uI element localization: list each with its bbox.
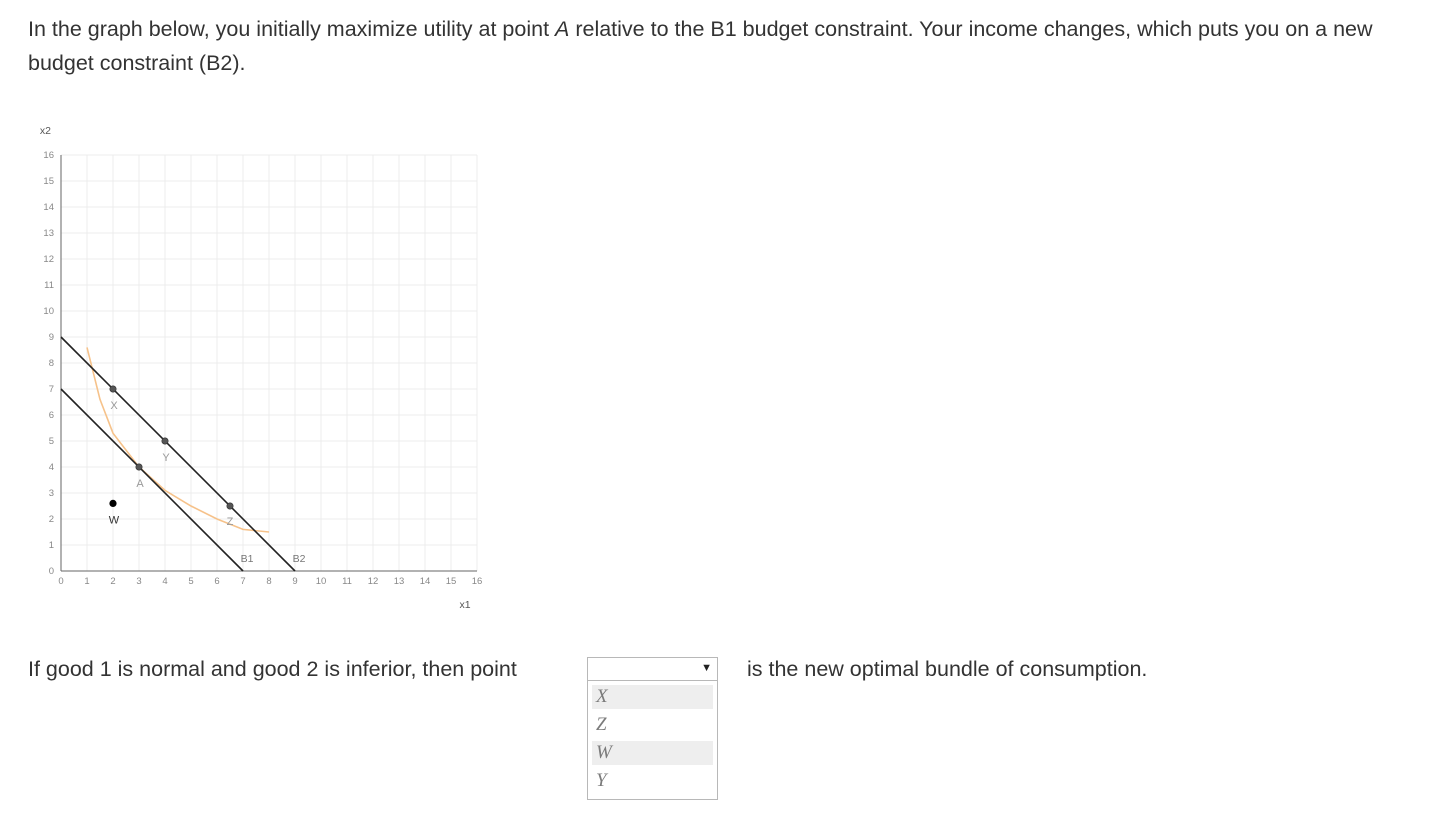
y-axis-label: x2 [39,125,51,137]
x-tick-label: 5 [188,576,194,587]
point-w-marker [109,500,116,507]
dropdown-option-w[interactable]: W [592,741,713,765]
x-tick-label: 3 [136,576,142,587]
point-a-marker [136,464,142,470]
point-x-label: X [110,400,118,412]
x-tick-label: 10 [315,576,327,587]
x-tick-label: 1 [84,576,90,587]
caret-down-icon: ▼ [701,662,712,674]
y-tick-label: 7 [48,384,54,395]
budget-label-b1: B1 [240,553,254,565]
point-z-marker [227,503,233,509]
y-tick-label: 1 [48,540,54,551]
y-tick-label: 2 [48,514,54,525]
point-w-label: W [108,514,120,527]
point-x-marker [110,386,116,392]
x-tick-label: 12 [367,576,379,587]
y-tick-label: 13 [43,228,54,239]
intro-text-2: relative to the B1 budget constraint. Your income changes, which puts you on a new budget constraint (B2). [28,17,1373,75]
point-y-label: Y [162,452,170,464]
intro-point-label: A [555,17,570,41]
bundle-points [109,386,234,528]
dropdown-option-x[interactable]: X [592,685,713,709]
x-tick-label: 0 [58,576,64,587]
x-tick-label: 11 [342,576,352,587]
grid [61,155,477,571]
x-tick-label: 9 [292,576,298,587]
point-y-marker [162,438,168,444]
question-intro [28,12,1423,80]
prompt-text-after: is the new optimal bundle of consumption. [747,657,1148,681]
dropdown-option-y[interactable]: Y [596,770,607,791]
point-select-dropdown[interactable] [587,657,718,681]
question-prompt [28,652,1428,688]
x-tick-label: 14 [419,576,431,587]
y-tick-label: 16 [43,150,54,161]
x-tick-label: 4 [162,576,168,587]
y-tick-label: 4 [48,462,54,473]
x-tick-label: 6 [214,576,220,587]
budget-line-b2 [61,337,295,571]
point-z-label: Z [226,516,234,528]
y-tick-label: 3 [48,488,54,499]
dropdown-option-z[interactable]: Z [596,714,607,735]
y-tick-label: 6 [48,410,54,421]
x-tick-label: 13 [393,576,405,587]
y-tick-label: 5 [48,436,54,447]
y-tick-label: 0 [48,566,54,577]
indifference-curve-graph [30,118,490,618]
y-tick-label: 14 [43,202,54,213]
prompt-text-before: If good 1 is normal and good 2 is inferior, then point [28,657,517,681]
x-tick-label: 7 [240,576,246,587]
y-tick-label: 15 [43,176,54,187]
x-tick-label: 2 [110,576,116,587]
y-tick-label: 12 [43,254,54,265]
dropdown-options-list [587,681,718,800]
x-tick-label: 8 [266,576,272,587]
y-tick-label: 8 [48,358,54,369]
y-tick-label: 11 [44,280,54,291]
y-tick-label: 10 [43,306,54,317]
x-tick-label: 15 [445,576,457,587]
budget-line-b1 [61,389,243,571]
y-tick-label: 9 [48,332,54,343]
x-axis-label: x1 [459,599,471,611]
intro-text-1: In the graph below, you initially maximize utility at point [28,17,556,41]
budget-label-b2: B2 [292,553,306,565]
point-a-label: A [136,478,144,490]
x-tick-label: 16 [471,576,483,587]
